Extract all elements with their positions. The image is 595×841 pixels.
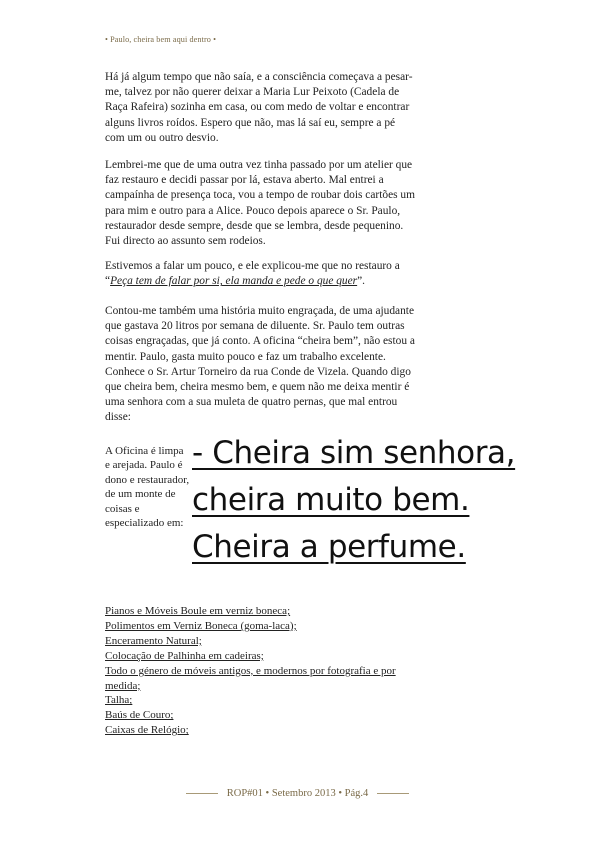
pull-quote-line-3: Cheira a perfume.	[192, 529, 466, 565]
paragraph-3-quote: Peça tem de falar por si, ela manda e pede o que quer	[110, 275, 358, 288]
article-paragraph-4: Contou-me também uma história muito engraçada, de uma ajudante que gastava 20 litros por semana de diluente. Sr. Paulo tem outras coisas engraçadas, que já conto. A oficina “cheira bem”, não estou a mentir. Paulo, gasta muito pouco e faz um trabalho excelente. Conhece o Sr. Artur Torneiro da rua Conde de Vizela. Quando digo que cheira bem, cheira mesmo bem, e quem não me deixa mentir é uma senhora com a sua muleta de quatro pernas, que mal entrou disse:	[105, 305, 415, 424]
article-paragraph-3	[105, 259, 415, 289]
article-paragraph-2: Lembrei-me que de uma outra vez tinha passado por um atelier que faz restauro e decidi passar por lá, estava aberto. Mal entrei a campaínha de presença toca, vou a tempo de roubar dois cartões um para mim e outro para a Alice. Pouco depois aparece o Sr. Paulo, restaurador desde sempre, desde que se lembra, desde pequenino. Fui directo ao assunto sem rodeios.	[105, 159, 415, 248]
service-item: Colocação de Palhinha em cadeiras;	[105, 649, 264, 662]
footer-rule-left	[186, 793, 218, 794]
pull-quote-line-2: cheira muito bem.	[192, 482, 470, 518]
paragraph-3-lead: Estivemos a falar um pouco, e ele explicou-me que no restauro a “	[105, 260, 400, 288]
footer-rule-right	[377, 793, 409, 794]
service-item: Enceramento Natural;	[105, 634, 202, 647]
page-footer	[0, 788, 595, 799]
article-paragraph-1: Há já algum tempo que não saía, e a consciência começava a pesar-me, talvez por não querer deixar a Maria Lur Peixoto (Cadela de Raça Rafeira) sozinha em casa, ou com medo de voltar e encontrar alguns livros roídos. Espero que não, mas lá saí eu, sempre a pé com um ou outro desvio.	[105, 71, 413, 144]
running-header: • Paulo, cheira bem aqui dentro •	[105, 35, 217, 44]
service-item: Baús de Couro;	[105, 709, 174, 722]
pull-quote	[192, 430, 582, 571]
pull-quote-line-1: - Cheira sim senhora,	[192, 435, 516, 471]
service-item: Polimentos em Verniz Boneca (goma-laca);	[105, 619, 297, 632]
service-item: Pianos e Móveis Boule em verniz boneca;	[105, 605, 291, 617]
side-caption: A Oficina é limpa e arejada. Paulo é dono e restaurador, de um monte de coisas e especializado em:	[105, 445, 190, 530]
service-item: Caixas de Relógio;	[105, 724, 189, 737]
paragraph-3-close: ”.	[357, 275, 366, 288]
services-list	[105, 604, 425, 738]
footer-text: ROP#01 • Setembro 2013 • Pág.4	[226, 788, 369, 799]
service-item: Todo o género de móveis antigos, e modernos por fotografia e por medida;	[105, 664, 396, 692]
service-item: Talha;	[105, 694, 133, 707]
